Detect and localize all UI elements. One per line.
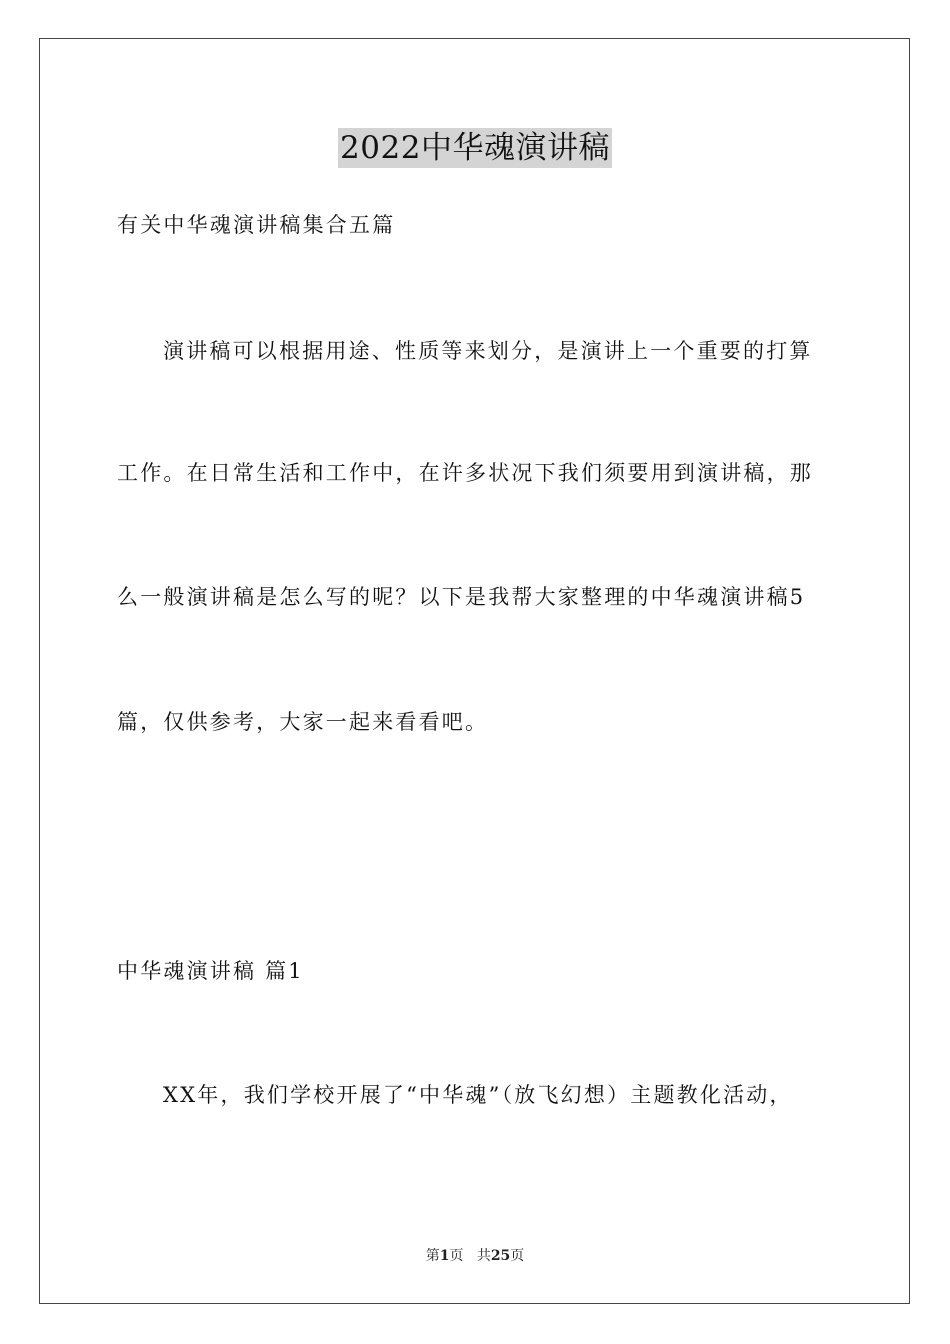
total-prefix: 共: [476, 1248, 491, 1264]
document-title: 2022中华魂演讲稿: [340, 130, 610, 166]
section-heading: 中华魂演讲稿 篇1: [117, 959, 304, 983]
page-footer: [0, 1247, 950, 1265]
page-suffix: 页: [449, 1248, 464, 1264]
page-prefix: 第: [425, 1248, 440, 1264]
page-total: 25: [490, 1248, 511, 1264]
section-line-1: XX年，我们学校开展了“中华魂”（放飞幻想）主题教化活动，: [163, 1083, 793, 1107]
intro-line-3: 么一般演讲稿是怎么写的呢？以下是我帮大家整理的中华魂演讲稿5: [117, 585, 806, 609]
title-container: [0, 128, 950, 168]
total-suffix: 页: [510, 1248, 525, 1264]
intro-line-1: 演讲稿可以根据用途、性质等来划分，是演讲上一个重要的打算: [163, 339, 813, 363]
page-current: 1: [439, 1248, 450, 1264]
intro-line-4: 篇，仅供参考，大家一起来看看吧。: [117, 710, 489, 734]
intro-line-2: 工作。在日常生活和工作中，在许多状况下我们须要用到演讲稿，那: [117, 461, 813, 485]
document-subtitle: 有关中华魂演讲稿集合五篇: [117, 213, 396, 237]
